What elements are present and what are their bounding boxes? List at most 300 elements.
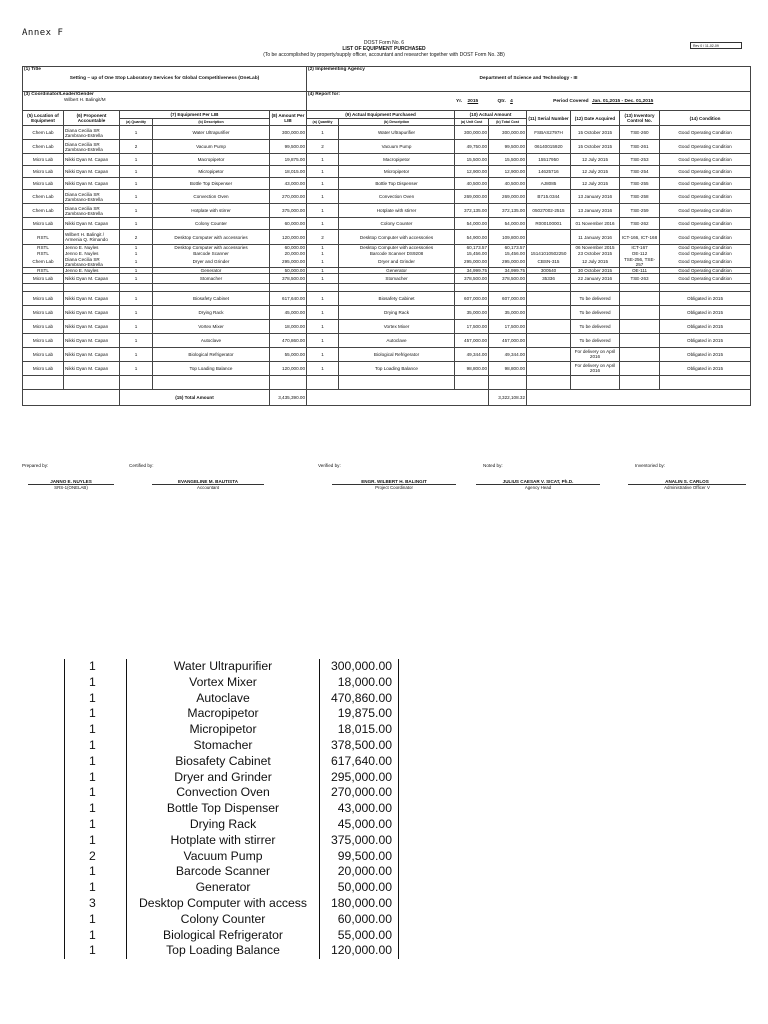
cell-loc: Chem Lab [23,140,64,154]
cell-date: 12 July 2015 [571,257,620,268]
cell-total: 17,500.00 [489,319,527,333]
list-item [65,817,399,833]
list-cell-q: 1 [65,691,127,707]
cell-desc: Biosafety Cabinet [153,291,270,305]
header-inventory: (13) Inventory Control No. [620,111,660,126]
cell-aq: 1 [307,245,339,251]
header-actual-amount: (10) Actual Amount [455,111,527,119]
signatory-name: EVANGELINE M. BAUTISTA [152,479,264,485]
cell-aq: 1 [307,361,339,375]
cell-amt: 378,500.00 [270,273,307,283]
list-cell-q: 1 [65,675,127,691]
cell-cond: Good Operating Condition [660,273,751,283]
report-cell [307,92,751,111]
cell-total: 54,000.00 [489,218,527,230]
list-cell-a: 270,000.00 [320,785,399,801]
cell-adesc: Biological Refrigerator [339,347,455,361]
cell-q: 2 [120,140,153,154]
period-label: Period Covered [553,99,589,104]
cell-date: To be delivered [571,291,620,305]
list-cell-d: Colony Counter [127,912,320,928]
cell-prop: Diana Cecilia SR Zambrano-Estrella [64,257,120,268]
cell-adesc: Vortex Mixer [339,319,455,333]
cell-loc: Micro Lab [23,347,64,361]
cell-date: For delivery on April 2016 [571,347,620,361]
cell-prop: Diana Cecilia SR Zambrano-Estrella [64,126,120,140]
cell-prop: Jenno E. Nuyles [64,245,120,251]
title-value: Setting – up of One Stop Laboratory Services for Global Competitiveness (OneLab) [69,76,260,81]
list-item [65,770,399,786]
cell-serial: CBSN-315 [527,257,571,268]
cell-loc: RSTL [23,230,64,245]
header-qty: (a) Quantity [120,119,153,126]
list-cell-q: 1 [65,659,127,675]
cell-loc: Micro Lab [23,333,64,347]
list-cell-d: Vacuum Pump [127,849,320,865]
cell-serial [527,319,571,333]
cell-cond: Good Operating Condition [660,154,751,166]
blank-cell [660,375,751,389]
cell-serial [527,333,571,347]
cell-total: 40,500.00 [489,178,527,190]
cell-amt: 18,000.00 [270,319,307,333]
cell-aq: 1 [307,251,339,257]
signatory-position: Project Coordinator [375,485,413,490]
cell-amt: 617,640.00 [270,291,307,305]
list-cell-d: Micropipetor [127,722,320,738]
list-cell-a: 378,500.00 [320,738,399,754]
cell-cond: Obligated in 2015 [660,291,751,305]
cell-inv: OE-112 [620,251,660,257]
cell-desc: Vacuum Pump [153,140,270,154]
revision-box: Rev 0 / 11-02-09 [690,42,742,49]
cell-date: 22 January 2016 [571,273,620,283]
blank-cell [307,375,339,389]
cell-unit: 15,500.00 [455,154,489,166]
period-value: Jan. 01,2015 - Dec. 01,2015 [591,99,654,104]
cell-adesc: Bottle Top Dispenser [339,178,455,190]
list-item [65,691,399,707]
cell-unit: 300,000.00 [455,126,489,140]
list-cell-d: Barcode Scanner [127,864,320,880]
spacer-cell [120,283,153,291]
cell-aq: 1 [307,319,339,333]
cell-cond: Obligated in 2015 [660,305,751,319]
cell-inv: TSE-254 [620,166,660,178]
cell-date: For delivery on April 2016 [571,361,620,375]
list-item [65,943,399,959]
cell-total: 109,800.00 [489,230,527,245]
total-label: (15) Total Amount [120,389,270,405]
signatory-position: SRS-1(ONELAB) [54,485,88,490]
yr-value: 2015 [467,99,479,104]
cell-aq: 1 [307,333,339,347]
cell-cond: Good Operating Condition [660,267,751,273]
cell-adesc: Generator [339,267,455,273]
cell-inv: TSE-253 [620,154,660,166]
spacer-cell [339,283,455,291]
cell-aq: 1 [307,273,339,283]
cell-serial: AJ8085 [527,178,571,190]
form-title: LIST OF EQUIPMENT PURCHASED [342,46,426,52]
list-cell-q: 1 [65,943,127,959]
list-cell-d: Hotplate with stirrer [127,833,320,849]
cell-loc: Micro Lab [23,166,64,178]
cell-cond: Good Operating Condition [660,230,751,245]
table-row [23,190,751,204]
table-row [23,273,751,283]
cell-cond: Good Operating Condition [660,140,751,154]
yr-label: Yr. [456,99,463,104]
cell-desc: Stomacher [153,273,270,283]
cell-inv [620,319,660,333]
signatory-position: Administrative Officer V [664,485,710,490]
list-cell-d: Macropipetor [127,706,320,722]
cell-serial: 15517950 [527,154,571,166]
list-item [65,675,399,691]
cell-cond: Good Operating Condition [660,218,751,230]
cell-unit: 295,000.00 [455,257,489,268]
table-row [23,166,751,178]
list-cell-q: 1 [65,785,127,801]
cell-q: 1 [120,218,153,230]
header-actual: (9) Actual Equipment Purchased [307,111,455,119]
cell-loc: Chem Lab [23,204,64,218]
cell-unit: 40,500.00 [455,178,489,190]
cell-prop: Nikki Dyan M. Capan [64,361,120,375]
agency-cell [307,67,751,92]
cell-loc: Micro Lab [23,218,64,230]
cell-prop: Diana Cecilia SR Zambrano-Estrella [64,204,120,218]
table-row [23,361,751,375]
list-cell-d: Autoclave [127,691,320,707]
cell-aq: 1 [307,154,339,166]
list-item [65,833,399,849]
spacer-cell [270,283,307,291]
prepared-label: Prepared by: [22,463,49,468]
cell-date: 12 July 2015 [571,154,620,166]
cell-loc: Micro Lab [23,154,64,166]
list-cell-d: Biosafety Cabinet [127,754,320,770]
cell-desc: Macropipetor [153,154,270,166]
cell-date: 12 July 2015 [571,178,620,190]
cell-q: 2 [120,230,153,245]
blank-cell [153,375,270,389]
signatory-position: Agency Head [524,485,552,490]
table-row [23,319,751,333]
cell-aq: 2 [307,140,339,154]
cell-date: 06 November 2015 [571,245,620,251]
list-cell-q: 1 [65,706,127,722]
cell-adesc: Stomacher [339,273,455,283]
list-cell-a: 99,500.00 [320,849,399,865]
cell-amt: 120,000.00 [270,230,307,245]
cell-unit: 17,500.00 [455,319,489,333]
cell-total: 35,000.00 [489,305,527,319]
list-item [65,738,399,754]
cell-total: 607,000.00 [489,291,527,305]
cell-loc: Micro Lab [23,319,64,333]
list-cell-d: Vortex Mixer [127,675,320,691]
cell-amt: 50,000.00 [270,267,307,273]
cell-serial: 15141010502250 [527,251,571,257]
cell-serial [527,230,571,245]
qtr-label: Qtr. [497,99,506,104]
table-row [23,140,751,154]
cell-prop: Nikki Dyan M. Capan [64,178,120,190]
cell-prop: Nikki Dyan M. Capan [64,218,120,230]
list-cell-a: 60,000.00 [320,912,399,928]
cell-aq: 1 [307,267,339,273]
cell-q: 1 [120,190,153,204]
cell-loc: Micro Lab [23,361,64,375]
signatory-4 [476,479,600,490]
cell-aq: 1 [307,257,339,268]
cropped-equipment-list [64,659,399,959]
list-cell-q: 3 [65,896,127,912]
cell-inv [620,347,660,361]
cell-cond: Good Operating Condition [660,178,751,190]
cell-total: 15,456.00 [489,251,527,257]
table-row [23,218,751,230]
cell-desc: Autoclave [153,333,270,347]
cell-inv: TSE-259 [620,204,660,218]
table-row [23,204,751,218]
verified-label: Verified by: [318,463,341,468]
cell-loc: Chem Lab [23,126,64,140]
cell-amt: 375,000.00 [270,204,307,218]
signatory-name: JULIUS CAESAR V. SICAT, Ph.D. [476,479,600,485]
signatory-name: ANALIN S. CARLOS [628,479,746,485]
table-row [23,154,751,166]
list-item [65,801,399,817]
cell-desc: Vortex Mixer [153,319,270,333]
cell-amt: 270,000.00 [270,190,307,204]
cell-serial: FSBAS2797H [527,126,571,140]
list-cell-q: 1 [65,770,127,786]
cell-total: 372,135.00 [489,204,527,218]
blank-cell [270,375,307,389]
list-cell-q: 1 [65,801,127,817]
cell-serial [527,347,571,361]
noted-label: Noted by: [483,463,503,468]
cell-date: 11 January 2016 [571,230,620,245]
annex-label: Annex F [22,28,64,38]
list-cell-d: Convection Oven [127,785,320,801]
list-cell-d: Stomacher [127,738,320,754]
list-item [65,849,399,865]
cell-q: 1 [120,291,153,305]
cell-aq: 1 [307,178,339,190]
cell-date: 23 October 2015 [571,251,620,257]
cell-serial: 14625716 [527,166,571,178]
total-empty-cell [307,389,489,405]
cell-unit: 35,000.00 [455,305,489,319]
cell-total: 34,999.75 [489,267,527,273]
cell-total: 49,344.00 [489,347,527,361]
cell-cond: Obligated in 2015 [660,347,751,361]
cell-adesc: Desktop Computer with accessories [339,245,455,251]
cell-total: 15,500.00 [489,154,527,166]
spacer-cell [455,283,489,291]
list-cell-a: 375,000.00 [320,833,399,849]
list-cell-q: 1 [65,754,127,770]
cell-serial: 05027002-2515 [527,204,571,218]
cell-unit: 60,173.57 [455,245,489,251]
cell-total: 12,900.00 [489,166,527,178]
blank-cell [527,375,571,389]
cell-inv: TSE-262 [620,218,660,230]
cell-serial [527,291,571,305]
cell-unit: 54,000.00 [455,218,489,230]
cell-loc: Micro Lab [23,178,64,190]
cell-aq: 1 [307,218,339,230]
list-cell-d: Water Ultrapurifier [127,659,320,675]
list-cell-q: 1 [65,817,127,833]
list-cell-a: 43,000.00 [320,801,399,817]
cell-loc: RSTL [23,251,64,257]
cell-cond: Obligated in 2015 [660,361,751,375]
table-row [23,178,751,190]
table-row [23,333,751,347]
cell-q: 1 [120,257,153,268]
form-number: DOST Form No. 6 [363,40,405,46]
blank-cell [120,375,153,389]
list-cell-q: 1 [65,833,127,849]
cell-inv [620,361,660,375]
cell-amt: 60,000.00 [270,218,307,230]
cell-inv: TSE-255 [620,178,660,190]
cell-aq: 2 [307,230,339,245]
cell-q: 1 [120,305,153,319]
cell-cond: Good Operating Condition [660,190,751,204]
cell-cond: Good Operating Condition [660,251,751,257]
cell-amt: 45,000.00 [270,305,307,319]
cell-aq: 1 [307,291,339,305]
cell-desc: Top Loading Balance [153,361,270,375]
cell-total: 60,173.57 [489,245,527,251]
cell-amt: 19,875.00 [270,154,307,166]
cell-date: 01 November 2016 [571,218,620,230]
cell-prop: Nikki Dyan M. Capan [64,347,120,361]
cell-adesc: Convection Oven [339,190,455,204]
spacer-cell [571,283,620,291]
cell-amt: 99,500.00 [270,140,307,154]
cell-loc: Micro Lab [23,273,64,283]
list-item [65,754,399,770]
list-cell-a: 617,640.00 [320,754,399,770]
cell-adesc: Barcode Scanner DS9208 [339,251,455,257]
cell-q: 1 [120,273,153,283]
list-cell-d: Desktop Computer with access [127,896,320,912]
cell-adesc: Colony Counter [339,218,455,230]
report-label: (4) Report for: [308,92,340,97]
header-per-lib: (7) Equipment Per LIB [120,111,270,119]
certified-label: Certified by: [129,463,154,468]
header-serial: (11) Serial Number [527,111,571,126]
cell-total: 295,000.00 [489,257,527,268]
cell-amt: 43,000.00 [270,178,307,190]
cell-adesc: Biosafety Cabinet [339,291,455,305]
list-cell-a: 295,000.00 [320,770,399,786]
title-cell [23,67,307,92]
cell-unit: 49,344.00 [455,347,489,361]
table-row [23,230,751,245]
cell-date: 13 January 2016 [571,204,620,218]
spacer-cell [23,283,64,291]
signatory-name: JANNO E. NUYLES [28,479,114,485]
cell-prop: Jenno E. Nuyles [64,267,120,273]
header-date: (12) Date Acquired [571,111,620,126]
table-row [23,347,751,361]
cell-q: 1 [120,347,153,361]
cell-q: 1 [120,204,153,218]
cell-serial: 35336 [527,273,571,283]
cell-unit: 49,750.00 [455,140,489,154]
cell-loc: Chem Lab [23,257,64,268]
cell-inv: TSE-258 [620,190,660,204]
cell-prop: Jenno E. Nuyles [64,251,120,257]
cell-desc: Biological Refrigerator [153,347,270,361]
cell-desc: Hotplate with stirrer [153,204,270,218]
list-cell-a: 470,860.00 [320,691,399,707]
header-actual-desc: (b) Description [339,119,455,126]
cell-amt: 470,860.00 [270,333,307,347]
list-cell-d: Generator [127,880,320,896]
cell-desc: Barcode Scanner [153,251,270,257]
cell-unit: 12,900.00 [455,166,489,178]
cell-serial: 300540 [527,267,571,273]
list-cell-q: 2 [65,849,127,865]
total-empty-cell [23,389,120,405]
cell-inv: OE-111 [620,267,660,273]
cell-total: 378,500.00 [489,273,527,283]
list-cell-a: 300,000.00 [320,659,399,675]
cell-inv: ICT-167 [620,245,660,251]
blank-cell [455,375,489,389]
cell-inv [620,305,660,319]
cell-date: 30 October 2015 [571,267,620,273]
coordinator-label: (3) Coordinator/Leader/Gender [24,92,94,97]
header-total-cost: (b) Total Cost [489,119,527,126]
coordinator-value: Wilbert H. Balingit/M [64,97,106,102]
table-row [23,291,751,305]
cell-total: 300,000.00 [489,126,527,140]
spacer-row [23,283,751,291]
cell-date: To be delivered [571,319,620,333]
spacer-cell [153,283,270,291]
cell-adesc: Micropipetor [339,166,455,178]
cell-q: 1 [120,178,153,190]
cell-inv: TSE-256, TSE-257 [620,257,660,268]
cell-loc: Micro Lab [23,291,64,305]
cell-aq: 1 [307,204,339,218]
signatory-1 [28,479,114,490]
spacer-cell [489,283,527,291]
cell-aq: 1 [307,126,339,140]
cell-date: To be delivered [571,333,620,347]
cell-serial: R000100001 [527,218,571,230]
cell-date: To be delivered [571,305,620,319]
cell-inv: TSE-260 [620,126,660,140]
list-item [65,722,399,738]
cell-aq: 1 [307,305,339,319]
header-actual-qty: (a) Quantity [307,119,339,126]
blank-row [23,375,751,389]
total-empty-cell [527,389,751,405]
signatory-name: ENGR. WILBERT H. BALINGIT [332,479,456,485]
cell-serial: B715.0344 [527,190,571,204]
